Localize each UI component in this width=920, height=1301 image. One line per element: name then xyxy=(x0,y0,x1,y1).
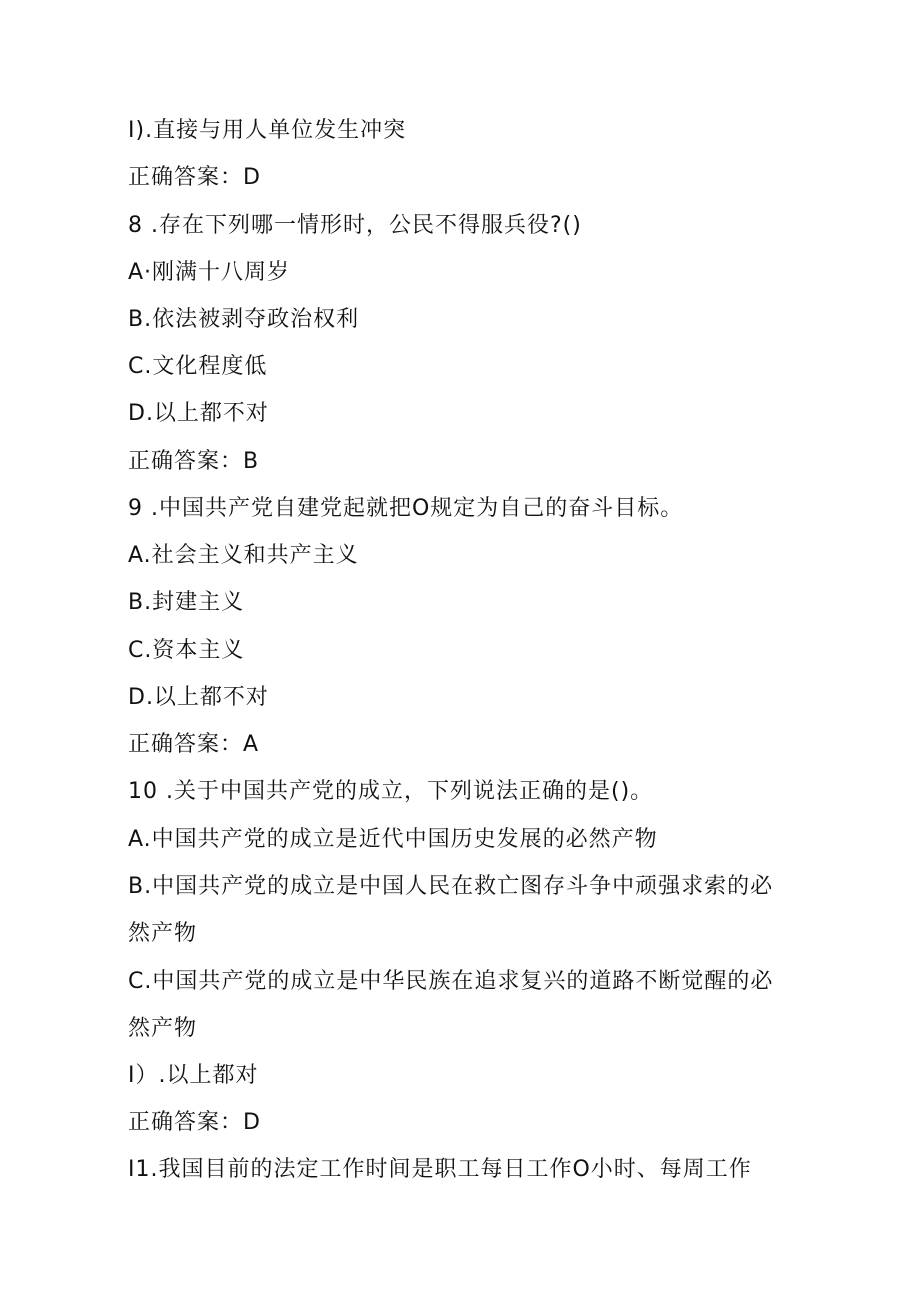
option-b-q10-line2: 然产物 xyxy=(128,921,198,946)
option-c-q10-line1: C.中国共产党的成立是中华民族在追求复兴的道路不断觉醒的必 xyxy=(128,969,774,994)
answer-q7: 正确答案：D xyxy=(128,165,261,190)
option-c-q9: C.资本主义 xyxy=(128,638,245,663)
option-a-q9: A.社会主义和共产主义 xyxy=(128,543,359,568)
question-9: 9 .中国共产党自建党起就把O规定为自己的奋斗目标。 xyxy=(128,496,684,521)
answer-q10: 正确答案：D xyxy=(128,1110,261,1135)
option-d-q10: I）.以上都对 xyxy=(128,1063,259,1088)
option-a-q10: A.中国共产党的成立是近代中国历史发展的必然产物 xyxy=(128,827,658,852)
answer-q9: 正确答案：A xyxy=(128,732,260,757)
option-d-q8: D.以上都不对 xyxy=(128,401,269,426)
question-11: I1.我国目前的法定工作时间是职工每日工作O小时、每周工作 xyxy=(128,1157,752,1182)
option-c-q8: C.文化程度低 xyxy=(128,354,268,379)
option-b-q10-line1: B.中国共产党的成立是中国人民在救亡图存斗争中顽强求索的必 xyxy=(128,874,774,899)
answer-q8: 正确答案：B xyxy=(128,449,260,474)
option-b-q9: B.封建主义 xyxy=(128,590,245,615)
option-a-q8: A·刚满十八周岁 xyxy=(128,260,291,285)
question-8: 8 .存在下列哪一情形时，公民不得服兵役?() xyxy=(128,213,582,238)
question-10: 10 .关于中国共产党的成立，下列说法正确的是()。 xyxy=(128,779,654,804)
option-c-q10-line2: 然产物 xyxy=(128,1016,198,1041)
option-d-q9: D.以上都不对 xyxy=(128,685,269,710)
option-b-q8: B.依法被剥夺政治权利 xyxy=(128,307,360,332)
option-d-q7: I).直接与用人单位发生冲突 xyxy=(128,118,407,143)
